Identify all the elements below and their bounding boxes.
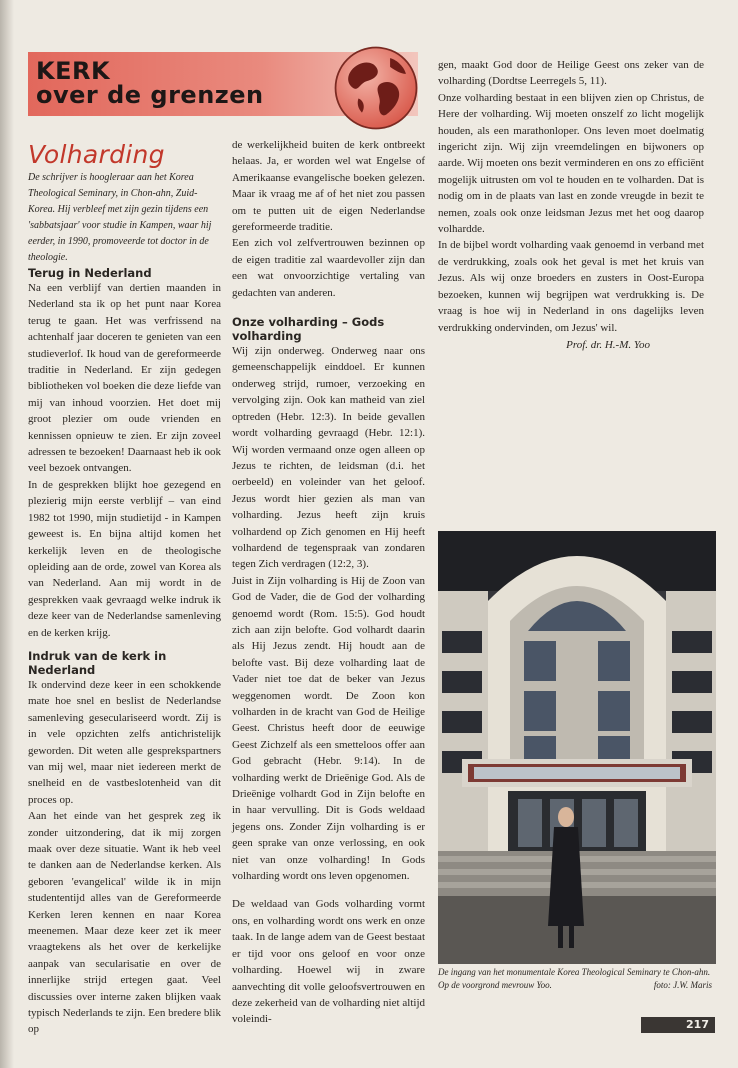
paragraph: Na een verblijf van dertien maanden in Nederland sta ik op het punt naar Korea terug te gaan. Het was verfrissend na achtenhalf jaar doceren te genieten van een studieverlof. Ik houd van de gereformeerde traditie in Nederland. Er zijn gedegen bibliotheken vol boeken die deze liefde van mij van inhoud voorzien. Het doet mij groot plezier om oude vrienden en kennissen opnieuw te zien. Er zijn zoveel adressen te bezoeken! Daarnaast heb ik ook veel bezoek ontvangen.: [28, 282, 221, 475]
paragraph: Juist in Zijn volharding is Hij de Zoon van God de Vader, die de God der volharding genoemd wordt (Rom. 15:5). God houdt zich aan zijn belofte. God volhardt daarin als Hij Jezus zendt. Hij houdt aan de belofte vast. Bij deze volharding laat de Vader niet toe dat de beker van Jezus weggenomen wordt. De Zoon kon volharden in de kracht van God de Heilige Geest. Christus heeft door de eeuwige Geest Zichzelf als een smetteloos offer aan God gebracht (Hebr. 9:14). In de volharding werkt de Drieënige God. Als de Drieënige volhardt God in Zijn belofte en in haar vervulling. Dit is Gods weldaad jegens ons. Zonder Zijn volharding is er geen sprake van onze verlossing, en ook niet van onze volharding! In Gods volharding wordt ons leven opgenomen.: [232, 574, 425, 883]
photo-caption: [438, 966, 716, 992]
paragraph: de werkelijkheid buiten de kerk ontbreekt helaas. Ja, er worden wel wat Engelse of Amerikaanse evangelische boeken gelezen. Maar ik vraag me af of het niet zou passen om te putten uit de eigen Nederlandse gereformeerde traditie.: [232, 139, 425, 234]
paragraph: In de gesprekken blijkt hoe gezegend en plezierig mijn eerste verblijf – van eind 1982 tot 1990, mijn studietijd - in Kampen geweest is. En bijna altijd komen het kerkelijk leven en de theologische opleiding aan de orde, zowel van Korea als van Nederland. Aan mij wordt in de gesprekken vaak gevraagd welke indruk ik deze keer van de Nederlandse samenleving en de kerken krijg.: [28, 478, 221, 639]
caption-text: De ingang van het monumentale Korea Theological Seminary te Chon-ahn. Op de voorgrond mevrouw Yoo.: [438, 967, 711, 990]
paragraph: Wij zijn onderweg. Onderweg naar ons gemeenschappelijk einddoel. Er kunnen onderweg strijd, rumoer, verzoeking en vervolging zijn. Ook kan matheid van ziel optreden (Hebr. 12:3). In beide gevallen wordt volharding gevraagd (Hebr. 12:1). Wij worden vermaand onze ogen alleen op Jezus te richten, de leidsman (d.i. het oerbeeld) en voleinder van het geloof. Jezus wordt hier gezien als man van volharding. Jezus heeft zijn kruis volhardend op Zich genomen en Hij heeft volhardend de tegenspraak van zondaren tegen Zich verdragen (12:2, 3).: [232, 345, 425, 571]
photo-credit: foto: J.W. Maris: [653, 980, 712, 990]
paragraph: De weldaad van Gods volharding vormt ons, en volharding wordt ons werk en onze taak. In de lange adem van de Geest bestaat er tijd voor ons geloof en voor onze volharding. Hoewel wij in zware aanvechting dit volle geloofsvertrouwen en deze zekerheid van de volharding niet altijd voleindi-: [232, 898, 425, 1026]
paragraph: gen, maakt God door de Heilige Geest ons zeker van de volharding (Dordtse Leerregels 5, 11).: [438, 59, 704, 88]
text-column-1: [28, 266, 221, 1038]
globe-icon: [332, 44, 420, 132]
article-intro: De schrijver is hoogleraar aan het Korea Theological Seminary, in Chon-ahn, Zuid-Korea. Hij verbleef met zijn gezin tijdens een 'sabbatsjaar' voor studie in Kampen, waar hij eerder, in 1990, promoveerde tot doctor in de theologie.: [28, 172, 212, 263]
subheading-indruk: Indruk van de kerk in Nederland: [28, 648, 167, 677]
banner-line-1: KERK: [36, 57, 111, 85]
paragraph: Een zich vol zelfvertrouwen bezinnen op de eigen traditie zal waardevoller zijn dan een wat onvoorzichtige vertaling van gedachten van anderen.: [232, 237, 425, 299]
text-column-2: [232, 137, 425, 1028]
subheading-volharding: Onze volharding – Gods volharding: [232, 315, 385, 344]
paragraph: In de bijbel wordt volharding vaak genoemd in verband met de verdrukking, zoals ook het geval is met het kruis van Jezus. Als wij onze broeders en zusters in Oost-Europa bezoeken, kunnen wij begrijpen wat verdrukking is. De vraag is hoe wij in Nederland in ons dagelijks leven verdrukking ondervinden, om Jezus' wil.: [438, 239, 704, 334]
text-column-3: [438, 57, 704, 353]
seminary-entrance-photo: [438, 531, 716, 964]
article-title: Volharding: [28, 140, 165, 169]
banner-line-2: over de grenzen: [36, 81, 264, 109]
page-edge-shadow: [0, 0, 14, 1068]
page-number: 217: [641, 1017, 715, 1033]
paragraph: Ik ondervind deze keer in een schokkende mate hoe snel en beslist de Nederlandse samenleving geseculariseerd wordt. Zij is in vele opzichten zelfs antichristelijk geworden. Dit weten alle gesprekspartners van mij wel, maar niet iedereen merkt de snelheid en de vastbeslotenheid van dit proces op.: [28, 678, 221, 806]
author-signature: Prof. dr. H.-M. Yoo: [566, 338, 650, 351]
paragraph: Onze volharding bestaat in een blijven zien op Christus, de Here der volharding. Wij moeten onszelf zo licht mogelijk houden, als een marathonloper. Ons leven moet doelmatig ingericht zijn. Wij zijn vreemdelingen en bijwoners op aarde. Wij moeten ons bezit verminderen en ons zo efficiënt mogelijk uitrusten om vol te houden en te volharden. Dat is nodig om in de plaats van last en zonde vreugde in bezit te nemen, zoals ook onze leidsman Jezus met het oog daarop volhardde.: [438, 91, 704, 236]
paragraph: Aan het einde van het gesprek zeg ik zonder uitzondering, dat ik mij zorgen maak over deze situatie. Want ik heb veel te danken aan de Nederlandse kerken. Als geboren 'evangelical' wilde ik in mijn studententijd alles van de Gereformeerde Kerken leren kennen en naar Korea meenemen. Maar deze keer zet ik meer vraagtekens als het over de kerkelijke aanpak van secularisatie en over de innerlijke strijd ertegen gaat. Veel discussies over interne zaken blijken vaak typisch Nederlands te zijn. Een bredere blik op: [28, 810, 221, 1036]
subheading-terug: Terug in Nederland: [28, 266, 152, 280]
